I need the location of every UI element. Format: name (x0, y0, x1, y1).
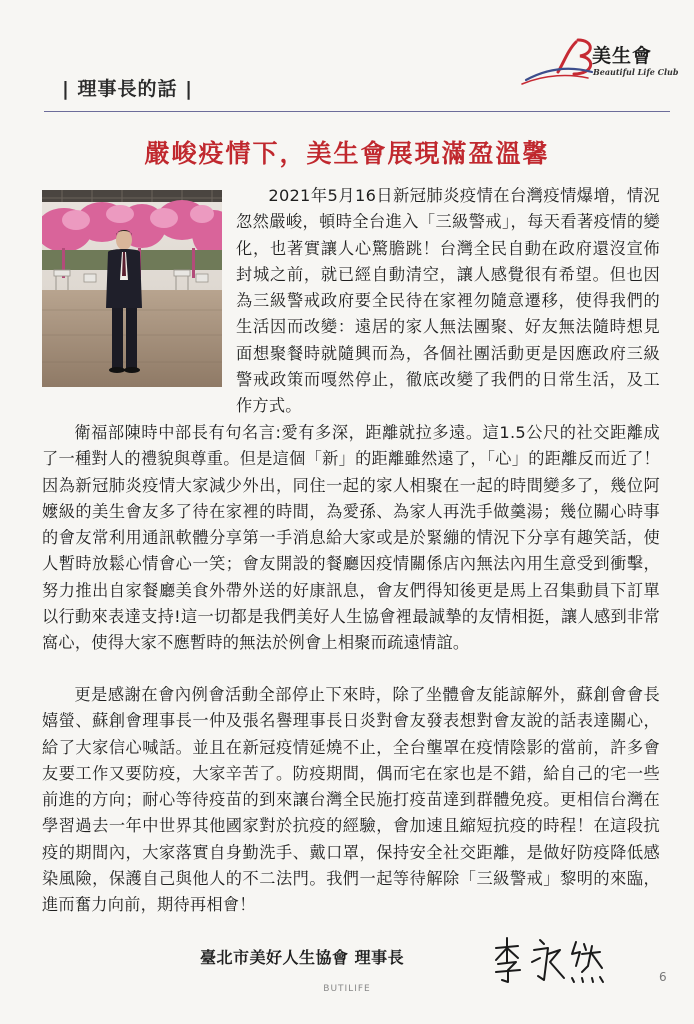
handwritten-signature-icon (488, 932, 608, 988)
article-paragraph: 衛福部陳時中部長有句名言:愛有多深，距離就拉多遠。這1.5公尺的社交距離成了一種對人的禮貌與尊重。但是這個「新」的距離雖然遠了，「心」的距離反而近了！因為新冠肺炎疫情大家減少外出，同住一起的家人相聚在一起的時間變多了，幾位阿嬤級的美生會友多了待在家裡的時間，為愛孫、為家人再洗手做羹湯；幾位關心時事的會友常利用通訊軟體分享第一手消息給大家或是於緊繃的情況下分享有趣笑話，使人暫時放鬆心情會心一笑；會友開設的餐廳因疫情關係店內無法內用生意受到衝擊，努力推出自家餐廳美食外帶外送的好康訊息，會友們得知後更是馬上召集動員下訂單以行動來表達支持!這一切都是我們美好人生協會裡最誠摯的友情相挺，讓人感到非常窩心，使得大家不應暫時的無法於例會上相聚而疏遠情誼。 (42, 423, 660, 653)
header-divider (44, 111, 670, 112)
section-label: | 理事長的話 | (62, 78, 194, 100)
logo-tagline: Beautiful Life Club (593, 67, 679, 77)
article-paragraph: 更是感謝在會內例會活動全部停止下來時，除了坐體會友能諒解外，蘇創會會長嬉螢、蘇創會理事長一仲及張名譽理事長日炎對會友發表想對會友說的話表達關心，給了大家信心喊話。並且在新冠疫情延燒不止，全台壟罩在疫情陰影的當前，許多會友要工作又要防疫，大家辛苦了。防疫期間，偶而宅在家也是不錯，給自己的宅一些前進的方向；耐心等待疫苗的到來讓台灣全民施打疫苗達到群體免疫。更相信台灣在學習過去一年中世界其他國家對於抗疫的經驗，會加速且縮短抗疫的時程！在這段抗疫的期間內，大家落實自身勤洗手、戴口罩，保持安全社交距離，是做好防疫降低感染風險，保護自己與他人的不二法門。我們一起等待解除「三級警戒」黎明的來臨，進而奮力向前，期待再相會！ (42, 685, 660, 915)
president-portrait-photo (42, 190, 222, 387)
logo-name: 美生會 (592, 45, 653, 67)
footer-brand: BUTILIFE (323, 984, 371, 994)
page-number: 6 (659, 970, 667, 984)
article-paragraph: 2021年5月16日新冠肺炎疫情在台灣疫情爆增，情況忽然嚴峻，頓時全台進入「三級警戒」，每天看著疫情的變化，也著實讓人心驚膽跳！台灣全民自動在政府還沒宣佈封城之前，就已經自動清空，讓人感覺很有希望。但也因為三級警戒政府要全民待在家裡勿隨意遷移，使得我們的生活因而改變：遠居的家人無法團聚、好友無法隨時想見面想聚餐時就隨興而為，各個社團活動更是因應政府三級警戒政策而嘎然停止，徹底改變了我們的日常生活，及工作方式。 (236, 186, 660, 416)
article-title: 嚴峻疫情下，美生會展現滿盈溫馨 (144, 139, 550, 168)
signature-organization: 臺北市美好人生協會 理事長 (200, 948, 405, 967)
